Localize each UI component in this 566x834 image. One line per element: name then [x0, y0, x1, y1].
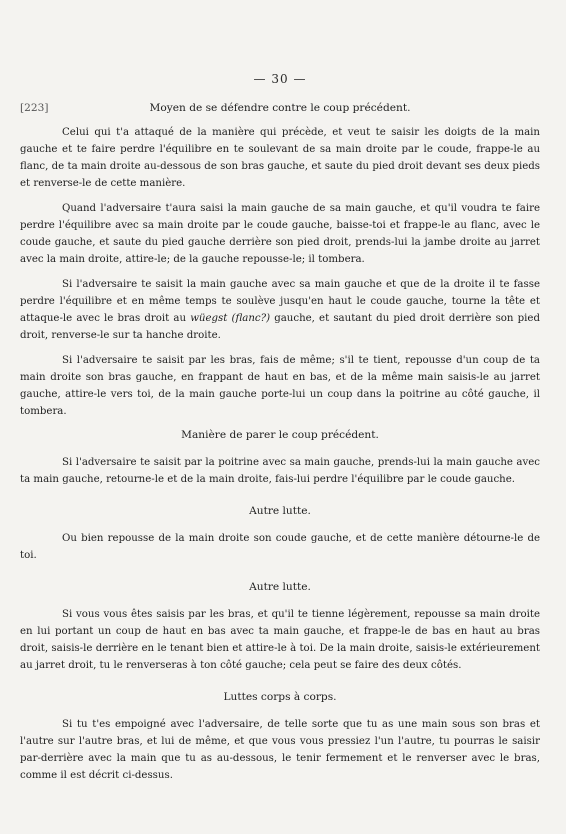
paragraph: Quand l'adversaire t'aura saisi la main gauche de sa main gauche, et qu'il voudra te faire perdre l'équilibre avec sa main droite par le coude gauche, baisse-toi et frappe-le au flanc, avec le coude gauche, et saute du pied gauche derrière son pied droit, prends-lui la jambe droite au jarret avec la main droite, attire-le; de la gauche repousse-le; il tombera. — [20, 203, 540, 265]
heading-luttes-corps: Luttes corps à corps. — [223, 691, 337, 703]
paragraph: Si tu t'es empoigné avec l'adversaire, de telle sorte que tu as une main sous son bras et l'autre sur l'autre bras, et lui de même, et que vous vous pressiez l'un l'autre, tu pourras le saisir par-derrière avec la main que tu as au-dessous, le tenir fermement et le renverser avec le bras, comme il est décrit ci-dessus. — [20, 719, 540, 781]
paragraph: Si l'adversaire te saisit par la poitrine avec sa main gauche, prends-lui la main gauche avec ta main gauche, retourne-le et de la main droite, fais-lui perdre l'équilibre par le coude gauche. — [20, 457, 540, 485]
section-header — [20, 101, 540, 115]
paragraph: Ou bien repousse de la main droite son coude gauche, et de cette manière détourne-le de toi. — [20, 533, 540, 561]
heading-parer: Manière de parer le coup précédent. — [181, 429, 379, 441]
paragraph: Si vous vous êtes saisis par les bras, et qu'il te tienne légèrement, repousse sa main droite en lui portant un coup de haut en bas avec ta main gauche, et frappe-le de bas en haut au bras droit, saisis-le derrière en le tenant bien et attire-le à toi. De la main droite, saisis-le extérieurement au jarret droit, tu le renverseras à ton côté gauche; cela peut se faire des deux côtés. — [20, 609, 540, 671]
page-number: — 30 — — [253, 72, 307, 86]
heading-autre-lutte: Autre lutte. — [249, 581, 311, 593]
heading-autre-lutte: Autre lutte. — [249, 505, 311, 517]
paragraph-text: gauche, et sautant du pied droit derrière son pied droit, renverse-le sur ta hanche droite. — [20, 313, 540, 341]
paragraph-text: Si l'adversaire te saisit la main gauche avec sa main gauche et que de la droite il te fasse perdre l'équilibre et en même temps te soulève jusqu'en haut le coude gauche, tourne la tête et attaque-le avec le bras droit au — [20, 279, 540, 324]
section-title: Moyen de se défendre contre le coup précédent. — [149, 102, 411, 114]
paragraph: Celui qui t'a attaqué de la manière qui précède, et veut te saisir les doigts de la main gauche et te faire perdre l'équilibre en te soulevant de sa main droite par le coude, frappe-le au flanc, de ta main droite au-dessous de son bras gauche, et saute du pied droit devant ses deux pieds et renverse-le de cette manière. — [20, 127, 540, 189]
paragraph: Si l'adversaire te saisit par les bras, fais de même; s'il te tient, repousse d'un coup de ta main droite son bras gauche, en frappant de haut en bas, et de la même main saisis-le au jarret gauche, attire-le vers toi, de la main gauche porte-lui un coup dans la poitrine au côté gauche, il tombera. — [20, 355, 540, 417]
paragraph — [20, 276, 540, 344]
section-reference: [223] — [20, 102, 49, 114]
italic-gloss: wüegst (flanc?) — [190, 313, 271, 324]
